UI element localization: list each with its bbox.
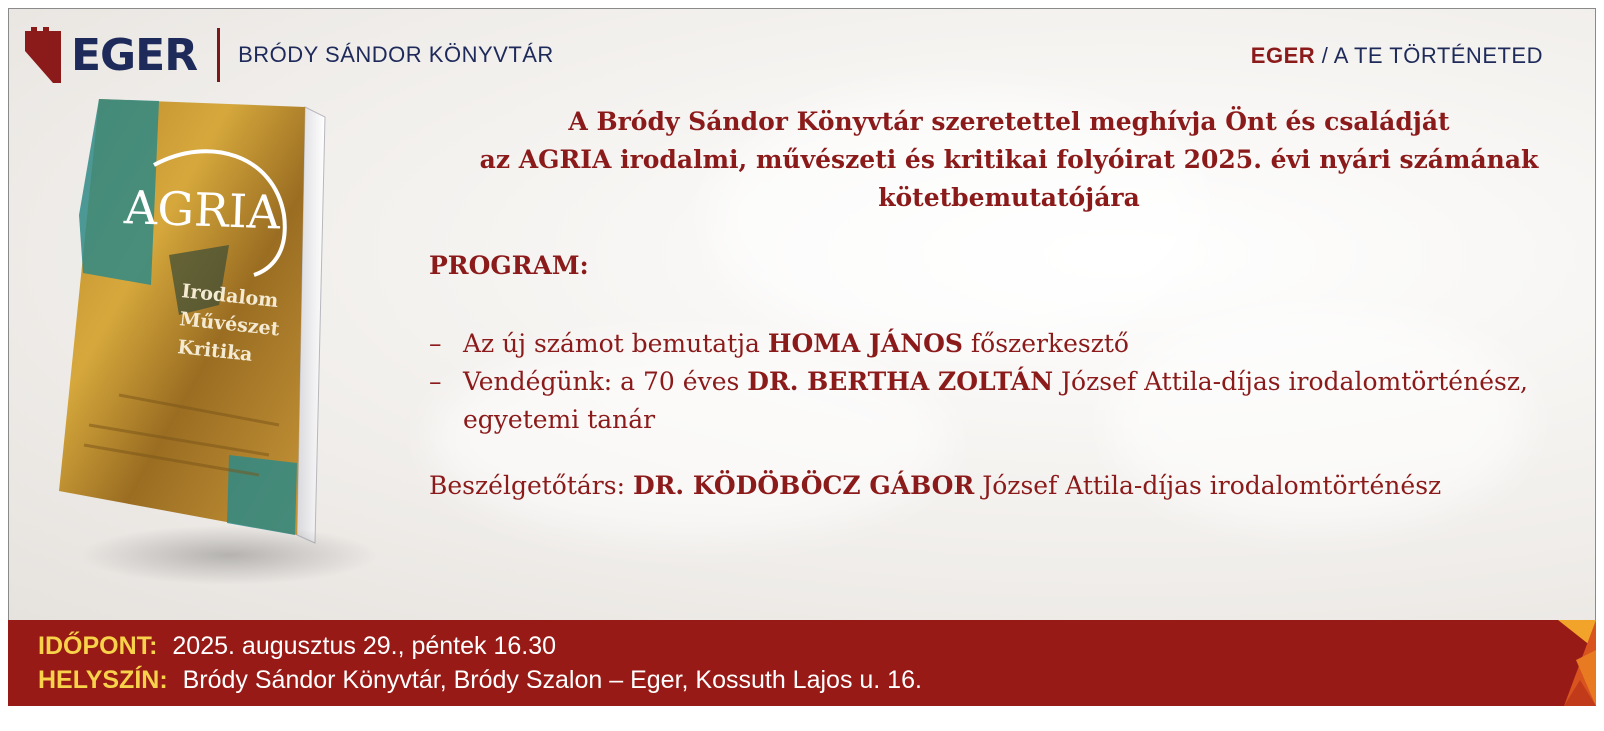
program-item-text: Az új számot bemutatja [463,329,768,358]
conversation-role: József Attila-díjas irodalomtörténész [974,471,1442,500]
time-value: 2025. augusztus 29., péntek 16.30 [172,632,557,660]
book-illustration [59,95,399,565]
invitation-panel [8,8,1596,624]
place-label: HELYSZÍN: [38,666,168,694]
slogan [1251,43,1543,69]
eger-castle-icon [25,27,61,83]
slogan-text: / A TE TÖRTÉNETED [1321,43,1543,68]
event-time [38,632,556,661]
slogan-city: EGER [1250,43,1316,68]
place-value: Bródy Sándor Könyvtár, Bródy Szalon – Eger, Kossuth Lajos u. 16. [182,666,922,694]
book-cover [59,95,399,595]
guest-name: DR. BERTHA ZOLTÁN [747,367,1054,396]
book-shadow [79,525,379,585]
program-item-text: Vendégünk: a 70 éves [463,367,748,396]
invitation-text [429,103,1589,217]
event-place [38,666,922,695]
book-subtitle-2: Művészet [178,308,281,341]
time-label: IDŐPONT: [38,632,158,660]
presenter-name: HOMA JÁNOS [767,329,963,358]
dash-icon: – [429,367,442,396]
program-item [429,363,1569,439]
program-list [429,325,1569,439]
invitation-line-3: kötetbemutatójára [878,183,1140,212]
book-title: AGRIA [123,180,282,240]
invitation-line-1: A Bródy Sándor Könyvtár szeretettel meghívja Önt és családját [568,107,1450,136]
book-subtitle-3: Kritika [176,336,254,366]
library-name: BRÓDY SÁNDOR KÖNYVTÁR [238,42,554,67]
conversation-partner [429,471,1441,500]
program-item-role: József Attila-díjas irodalomtörténész, egyetemi tanár [463,367,1528,434]
invitation-line-2: az AGRIA irodalmi, művészeti és kritikai folyóirat 2025. évi nyári számának [479,145,1539,174]
dash-icon: – [429,329,442,358]
program-heading: PROGRAM: [429,251,589,280]
book-subtitle-1: Irodalom [180,280,280,313]
event-footer [8,620,1596,706]
program-item-role: főszerkesztő [962,329,1129,358]
program-item [429,325,1569,363]
eger-logo [25,27,554,83]
corner-decoration-icon [1548,620,1596,706]
conversation-label: Beszélgetőtárs: [429,471,633,500]
conversation-name: DR. KÖDÖBÖCZ GÁBOR [632,471,975,500]
logo-city: EGER [71,29,198,81]
logo-divider [217,28,220,82]
